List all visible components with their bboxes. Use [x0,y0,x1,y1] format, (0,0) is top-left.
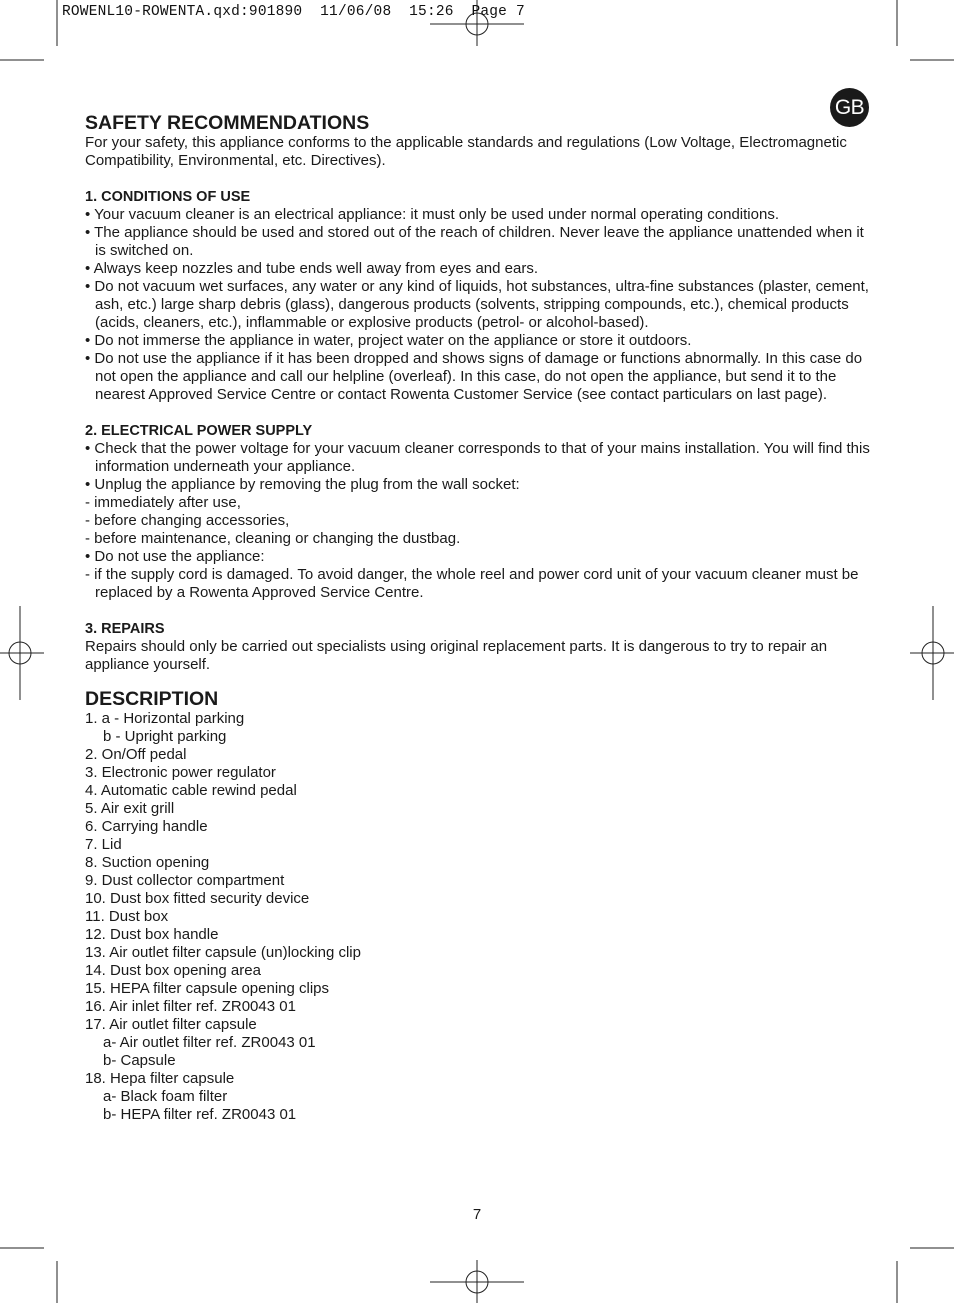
description-title: DESCRIPTION [85,688,219,710]
list-item: - immediately after use, [85,494,241,511]
page-number: 7 [472,1206,482,1223]
list-item: 11. Dust box [85,908,169,925]
list-item: 12. Dust box handle [85,926,219,943]
list-item: • Unplug the appliance by removing the plug from the wall socket: [85,476,520,493]
list-item: 13. Air outlet filter capsule (un)locking clip [85,944,361,961]
list-item: • Do not use the appliance if it has been dropped and shows signs of damage or functions abnormally. In this case do not open the appliance and call our helpline (overleaf). In this case, do not open the appliance, but send it to the nearest Approved Service Centre or contact Rowenta Customer Service (see contact particulars on last page). [85,350,863,403]
list-item: 2. On/Off pedal [85,746,187,763]
registration-mark-bottom [430,1260,524,1303]
list-item: 3. Electronic power regulator [85,764,276,781]
language-badge: GB [830,88,869,127]
list-item: • The appliance should be used and stored out of the reach of children. Never leave the appliance unattended when it is switched on. [85,224,864,259]
safety-title: SAFETY RECOMMENDATIONS [85,112,370,134]
list-item: b- Capsule [103,1052,176,1069]
list-item: 6. Carrying handle [85,818,208,835]
conditions-heading: 1. CONDITIONS OF USE [85,189,251,205]
list-item: b - Upright parking [103,728,227,745]
list-item: 16. Air inlet filter ref. ZR0043 01 [85,998,296,1015]
list-item: • Your vacuum cleaner is an electrical appliance: it must only be used under normal operating conditions. [85,206,779,223]
repairs-text: Repairs should only be carried out specialists using original replacement parts. It is dangerous to try to repair an appliance yourself. [85,638,828,673]
repairs-heading: 3. REPAIRS [85,621,165,637]
list-item: 8. Suction opening [85,854,210,871]
list-item: a- Black foam filter [103,1088,228,1105]
list-item: • Always keep nozzles and tube ends well away from eyes and ears. [85,260,538,277]
list-item: 17. Air outlet filter capsule [85,1016,257,1033]
list-item: 15. HEPA filter capsule opening clips [85,980,330,997]
list-item: 9. Dust collector compartment [85,872,285,889]
list-item: 1. a - Horizontal parking [85,710,245,727]
list-item: 5. Air exit grill [85,800,175,817]
page-content [85,112,875,1124]
list-item: 14. Dust box opening area [85,962,261,979]
power-list [85,440,875,602]
list-item: • Do not vacuum wet surfaces, any water or any kind of liquids, hot substances, ultra-fine substances (plaster, cement, ash, etc.) large sharp debris (glass), dangerous products (solvents, stripping compounds, etc.), chemical products (acids, cleaners, etc.), inflammable or explosive products (petrol- or alcohol-based). [85,278,869,331]
safety-intro: For your safety, this appliance conforms to the applicable standards and regulations (Low Voltage, Electromagnetic Compatibility, Environmental, etc. Directives). [85,134,847,169]
registration-mark-left [0,606,44,700]
list-item: - before changing accessories, [85,512,290,529]
list-item: b- HEPA filter ref. ZR0043 01 [103,1106,297,1123]
list-item: • Do not use the appliance: [85,548,265,565]
file-slug: ROWENL10-ROWENTA.qxd:901890 11/06/08 15:26 Page 7 [62,4,525,20]
conditions-list [85,206,875,404]
list-item: - if the supply cord is damaged. To avoid danger, the whole reel and power cord unit of your vacuum cleaner must be replaced by a Rowenta Approved Service Centre. [85,566,859,601]
registration-mark-right [910,606,954,700]
list-item: 10. Dust box fitted security device [85,890,310,907]
list-item: 18. Hepa filter capsule [85,1070,235,1087]
list-item: 4. Automatic cable rewind pedal [85,782,297,799]
power-heading: 2. ELECTRICAL POWER SUPPLY [85,423,313,439]
list-item: - before maintenance, cleaning or changing the dustbag. [85,530,461,547]
description-list [85,710,875,1124]
list-item: • Do not immerse the appliance in water, project water on the appliance or store it outdoors. [85,332,692,349]
list-item: • Check that the power voltage for your vacuum cleaner corresponds to that of your mains installation. You will find this information underneath your appliance. [85,440,870,475]
list-item: 7. Lid [85,836,122,853]
list-item: a- Air outlet filter ref. ZR0043 01 [103,1034,316,1051]
